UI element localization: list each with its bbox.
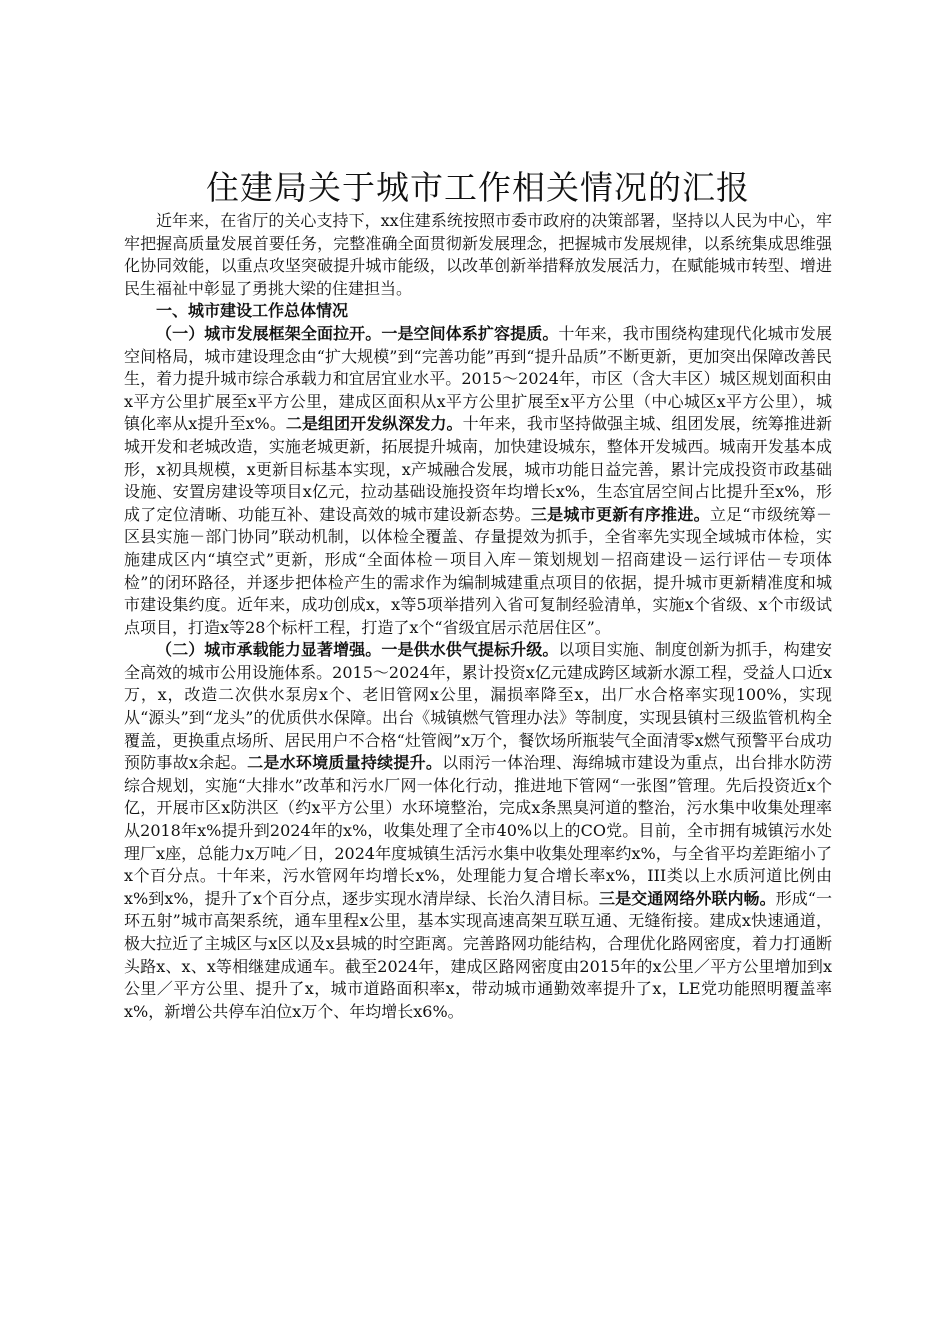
paragraph-urban-framework	[124, 323, 832, 639]
paragraph-text: 形成“一环五射”城市高架系统，通车里程x公里，基本实现高速高架互联互通、无缝衔接。建成x快速通道，极大拉近了主城区与x区以及x县城的时空距离。完善路网功能结构，合理优化路网密度，着力打通断头路x、x、x等相继建成通车。截至2024年，建成区路网密度由2015年的x公里／平方公里增加到x公里／平方公里、提升了x，城市道路面积率x，带动城市通勤效率提升了x，LE党功能照明覆盖率x%，新增公共停车泊位x万个、年均增长x6%。	[124, 888, 832, 1021]
paragraph-lead: （二）城市承载能力显著增强。一是供水供气提标升级。	[156, 640, 559, 660]
paragraph-text: 立足“市级统筹－区县实施－部门协同”联动机制，以体检全覆盖、存量提效为抓手，全省率先实现全域城市体检，实施建成区内“填空式”更新，形成“全面体检－项目入库－策划规划－招商建设－运行评估－专项体检”的闭环路径，并逐步把体检产生的需求作为编制城建重点项目的依据，提升城市更新精准度和城市建设集约度。近年来，成功创成x，x等5项举措列入省可复制经验清单，实施x个省级、x个市级试点项目，打造x等28个标杆工程，打造了x个“省级宜居示范居住区”。	[124, 504, 832, 637]
paragraph-text: 以项目实施、制度创新为抓手，构建安全高效的城市公用设施体系。2015～2024年，累计投资x亿元建成跨区域新水源工程，受益人口近x万，x，改造二次供水泵房x个、老旧管网x公里，漏损率降至x，出厂水合格率实现100%，实现从“源头”到“龙头”的优质供水保障。出台《城镇燃气管理办法》等制度，实现县镇村三级监管机构全覆盖，更换重点场所、居民用户不合格“灶管阀”x万个，餐饮场所瓶装气全面清零x燃气预警平台成功预防事故x余起。	[124, 640, 832, 773]
paragraph-lead: （一）城市发展框架全面拉开。一是空间体系扩容提质。	[156, 323, 559, 343]
paragraph-text: 十年来，我市坚持做强主城、组团发展，统筹推进新城开发和老城改造，实施老城更新，拓展提升城南，加快建设城东，整体开发城西。城南开发基本成形，x初具规模，x更新目标基本实现，x产城融合发展，城市功能日益完善，累计完成投资市政基础设施、安置房建设等项目x亿元，拉动基础设施投资年均增长x%，生态宜居空间占比提升至x%，形成了定位清晰、功能互补、建设高效的城市建设新态势。	[124, 414, 832, 524]
section-heading: 一、城市建设工作总体情况	[156, 301, 349, 321]
paragraph-subheading: 二是水环境质量持续提升。	[247, 753, 443, 773]
intro-paragraph: 近年来，在省厅的关心支持下，xx住建系统按照市委市政府的决策部署，坚持以人民为中心，牢牢把握高质量发展首要任务，完整准确全面贯彻新发展理念，把握城市发展规律，以系统集成思维强化协同效能，以重点攻坚突破提升城市能级，以改革创新举措释放发展活力，在赋能城市转型、增进民生福祉中彰显了勇挑大梁的住建担当。	[124, 211, 832, 298]
paragraph-text: 以雨污一体治理、海绵城市建设为重点，出台排水防涝综合规划，实施“大排水”改革和污水厂网一体化行动，推进地下管网“一张图”管理。先后投资近x个亿，开展市区x防洪区（约x平方公里）水环境整治，完成x条黑臭河道的整治，污水集中收集处理率从2018年x%提升到2024年的x%，收集处理了全市40%以上的CO党。目前，全市拥有城镇污水处理厂x座，总能力x万吨／日，2024年度城镇生活污水集中收集处理率约x%，与全省平均差距缩小了x个百分点。十年来，污水管网年均增长x%，处理能力复合增长率x%，III类以上水质河道比例由x%到x%，提升了x个百分点，逐步实现水清岸绿、长治久清目标。	[124, 753, 832, 908]
paragraph-carrying-capacity	[124, 639, 832, 1023]
paragraph-subheading: 二是组团开发纵深发力。	[285, 414, 463, 434]
paragraph-subheading: 三是城市更新有序推进。	[530, 504, 710, 524]
paragraph-subheading: 三是交通网络外联内畅。	[599, 888, 776, 908]
document-page	[124, 166, 832, 1023]
document-title: 住建局关于城市工作相关情况的汇报	[206, 168, 750, 207]
paragraph-text: 十年来，我市围绕构建现代化城市发展空间格局，城市建设理念由“扩大规模”到“完善功能”再到“提升品质”不断更新，更加突出保障改善民生，着力提升城市综合承载力和宜居宜业水平。2015～2024年，市区（含大丰区）城区规划面积由x平方公里扩展至x平方公里，建成区面积从x平方公里扩展至x平方公里（中心城区x平方公里），城镇化率从x提升至x%。	[124, 323, 832, 434]
